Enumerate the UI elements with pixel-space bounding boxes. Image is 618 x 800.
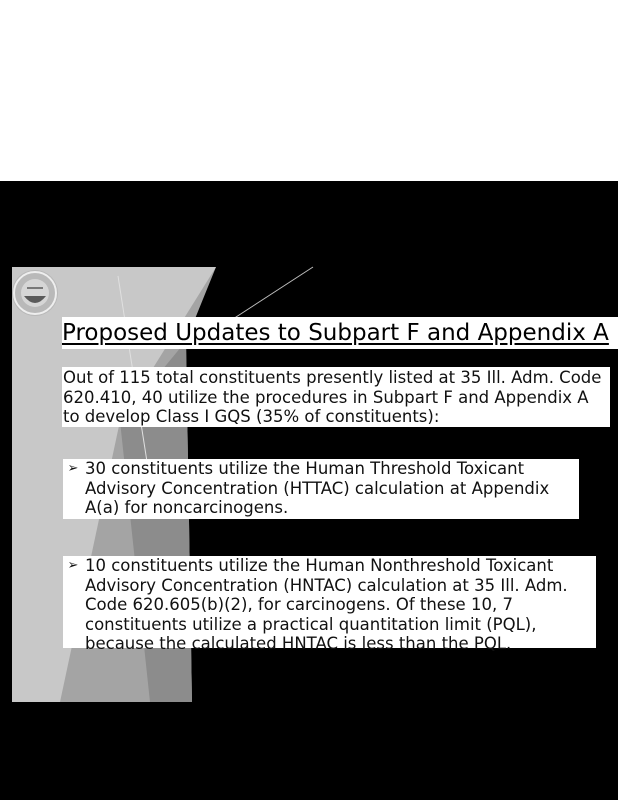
arrow-bullet-icon: ➢ xyxy=(67,558,79,573)
slide-title: Proposed Updates to Subpart F and Appendix A xyxy=(62,317,618,349)
bullet-text: 30 constituents utilize the Human Threshold Toxicant Advisory Concentration (HTTAC) calculation at Appendix A(a) for noncarcinogens. xyxy=(85,459,550,517)
bullet-text: 10 constituents utilize the Human Nonthreshold Toxicant Advisory Concentration (HNTAC) calculation at 35 Ill. Adm. Code 620.605(b)(2), for carcinogens. Of these 10, 7 constituents utilize a practical quantitation limit (PQL), because the calculated HNTAC is less than the PQL. xyxy=(85,556,568,653)
bullet-item xyxy=(63,556,596,653)
intro-paragraph: Out of 115 total constituents presently listed at 35 Ill. Adm. Code 620.410, 40 utilize the procedures in Subpart F and Appendix A to develop Class I GQS (35% of constituents): xyxy=(62,367,610,427)
arrow-bullet-icon: ➢ xyxy=(67,461,79,476)
agency-seal-logo xyxy=(12,270,58,316)
bullet-item xyxy=(63,459,579,519)
presentation-slide xyxy=(0,181,618,800)
